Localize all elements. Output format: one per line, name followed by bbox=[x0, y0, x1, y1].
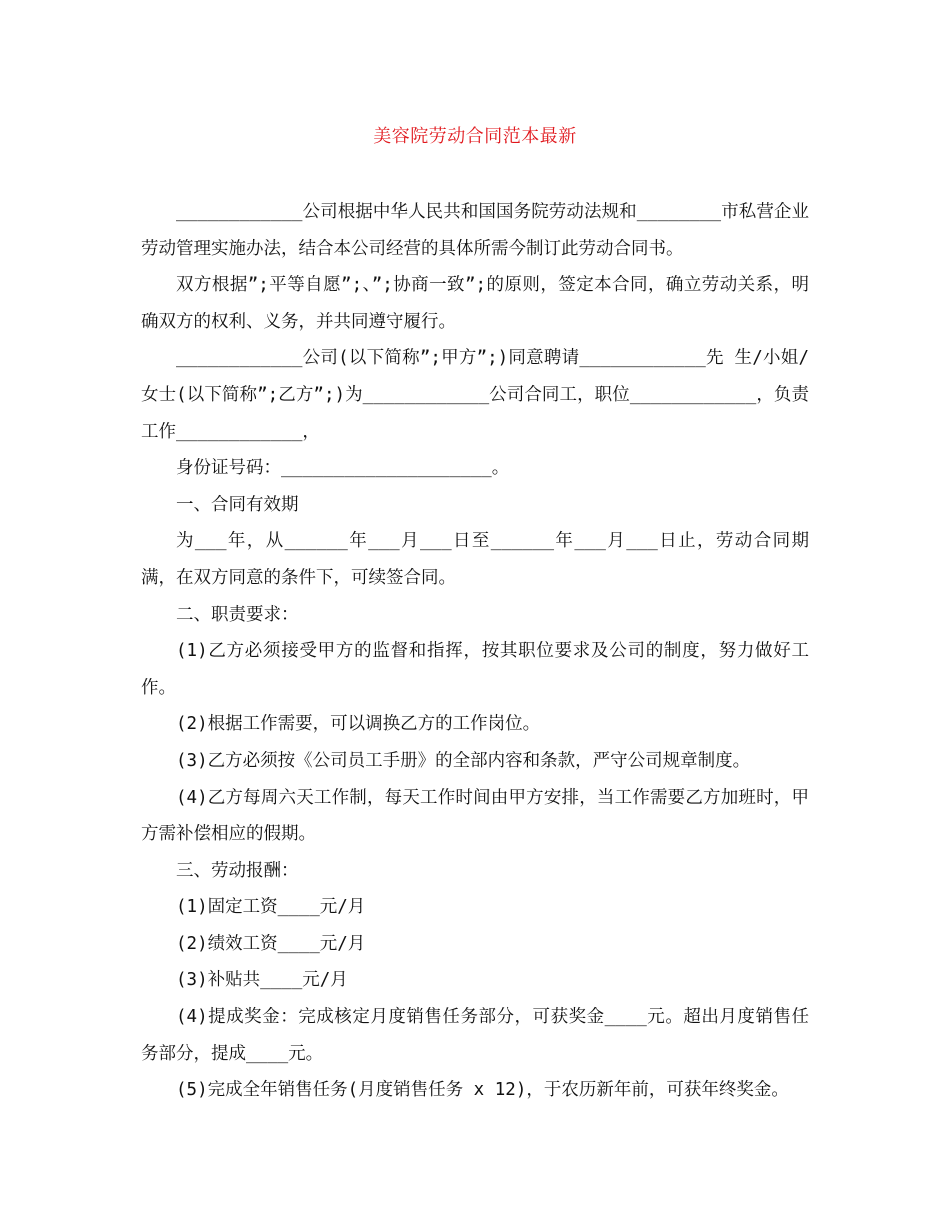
remuneration-item-1: (1)固定工资____元/月 bbox=[176, 897, 366, 918]
document-body bbox=[141, 194, 809, 1109]
paragraph-id-number: 身份证号码：____________________。 bbox=[176, 458, 510, 479]
section-heading-duties: 二、职责要求： bbox=[176, 604, 299, 625]
document-title: 美容院劳动合同范本最新 bbox=[373, 126, 577, 147]
remuneration-item-4: (4)提成奖金：完成核定月度销售任务部分，可获奖金____元。超出月度销售任务部分，提成____元。 bbox=[141, 1007, 809, 1064]
section-heading-remuneration: 三、劳动报酬： bbox=[176, 860, 299, 881]
section-heading-term: 一、合同有效期 bbox=[176, 494, 299, 515]
remuneration-item-5: (5)完成全年销售任务(月度销售任务 x 12)，于农历新年前，可获年终奖金。 bbox=[176, 1080, 789, 1101]
paragraph-preamble: ____________公司根据中华人民共和国国务院劳动法规和________市私营企业劳动管理实施办法，结合本公司经营的具体所需今制订此劳动合同书。 bbox=[141, 202, 809, 259]
duty-item-4: (4)乙方每周六天工作制，每天工作时间由甲方安排，当工作需要乙方加班时，甲方需补偿相应的假期。 bbox=[141, 787, 809, 845]
remuneration-item-3: (3)补贴共____元/月 bbox=[176, 970, 348, 991]
paragraph-term: 为___年，从______年___月___日至______年___月___日止，劳动合同期满，在双方同意的条件下，可续签合同。 bbox=[141, 531, 809, 588]
remuneration-item-2: (2)绩效工资____元/月 bbox=[176, 933, 366, 954]
duty-item-1: (1)乙方必须接受甲方的监督和指挥，按其职位要求及公司的制度，努力做好工作。 bbox=[141, 641, 809, 698]
paragraph-principles: 双方根据”;平等自愿”;、”;协商一致”;的原则，签定本合同，确立劳动关系，明确双方的权利、义务，并共同遵守履行。 bbox=[141, 275, 809, 332]
duty-item-2: (2)根据工作需要，可以调换乙方的工作岗位。 bbox=[176, 714, 541, 735]
paragraph-parties: ____________公司(以下简称”;甲方”;)同意聘请____________先 生/小姐/女士(以下简称”;乙方”;)为____________公司合同工，职位____________，负责工作____________， bbox=[141, 348, 809, 442]
duty-item-3: (3)乙方必须按《公司员工手册》的全部内容和条款，严守公司规章制度。 bbox=[176, 750, 751, 771]
